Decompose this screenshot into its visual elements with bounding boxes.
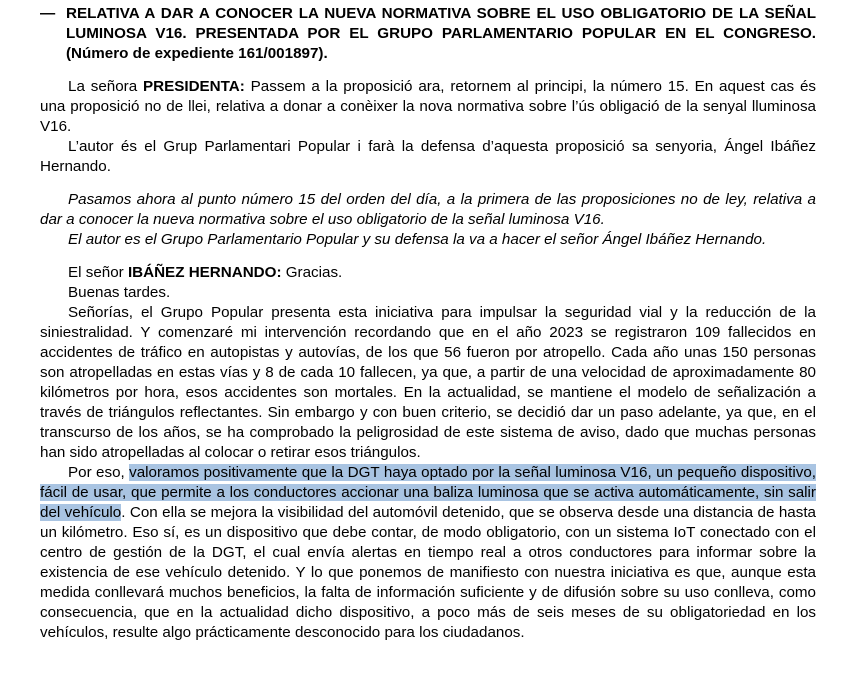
- ibanez-greeting: Buenas tardes.: [68, 284, 171, 301]
- translation-paragraph: Pasamos ahora al punto número 15 del orden del día, a la primera de las proposiciones no de ley, relativa a dar a conocer la nueva normativa sobre el uso obligatorio de la señal luminosa V16.: [40, 191, 816, 228]
- spacer: [40, 177, 816, 190]
- speech-text-after: . Con ella se mejora la visibilidad del automóvil detenido, que se observa desde una distancia de hasta un kilómetro. Eso sí, es un dispositivo que debe contar, de modo obligatorio, con un sistema IoT conectado con el centro de gestión de la DGT, el cual envía alertas en tiempo real a otros conductores para informar sobre la existencia de ese vehículo detenido. Y lo que ponemos de manifiesto con nuestra iniciativa es que, aunque esta medida conllevará muchos beneficios, la falta de información suficiente y de difusión sobre su uso conlleva, como consecuencia, que en la actualidad dicho dispositivo, a poco más de seis meses de su obligatoriedad en los vehículos, resulte algo prácticamente desconocido para los ciudadanos.: [40, 504, 816, 641]
- document-page: [40, 4, 816, 643]
- presidenta-speech: Passem a la proposició ara, retornem al principi, la número 15. En aquest cas és una proposició no de llei, relativa a donar a conèixer la nova normativa sobre l’ús obligació de la senyal lluminosa V16.: [40, 78, 816, 135]
- presidenta-paragraph: [40, 77, 816, 137]
- spacer: [40, 250, 816, 263]
- translation-paragraph-2: El autor es el Grupo Parlamentario Popular y su defensa la va a hacer el señor Ángel Ibáñez Hernando.: [68, 231, 767, 248]
- heading-title: RELATIVA A DAR A CONOCER LA NUEVA NORMATIVA SOBRE EL USO OBLIGATORIO DE LA SEÑAL LUMINOSA V16. PRESENTADA POR EL GRUPO PARLAMENTARIO POPULAR EN EL CONGRESO. (Número de expediente 161/001897).: [66, 5, 816, 62]
- ibanez-speech-paragraph-2: [40, 463, 816, 643]
- heading-dash: —: [40, 5, 56, 22]
- ibanez-paragraph: [40, 263, 816, 283]
- speaker-presidenta: PRESIDENTA:: [143, 78, 245, 95]
- speaker-ibanez: IBÁÑEZ HERNANDO:: [127, 264, 282, 281]
- speech-text-before: Por eso,: [68, 464, 130, 481]
- ibanez-speech-paragraph-1: Señorías, el Grupo Popular presenta esta iniciativa para impulsar la seguridad vial y la reducción de la siniestralidad. Y comenzaré mi intervención recordando que en el año 2023 se registraron 109 fallecidos en accidentes de tráfico en autopistas y autovías, de los que 56 fueron por atropello. Cada año unas 150 personas son atropelladas en estas vías y 8 de cada 10 fallecen, ya que, a partir de una velocidad de aproximadamente 80 kilómetros por hora, esos accidentes son mortales. En la actualidad, se mantiene el modelo de señalización a través de triángulos reflectantes. Sin embargo y con buen criterio, se decidió dar un paso adelante, ya que, en el transcurso de los años, se ha comprobado la peligrosidad de este sistema de aviso, dado que muchas personas han sido atropelladas al colocar o retirar esos triángulos.: [40, 304, 816, 461]
- highlighted-text-selection[interactable]: valoramos positivamente que la DGT haya optado por la señal luminosa V16, un pequeño dispositivo, fácil de usar, que permite a los conductores accionar una baliza luminosa que se activa automáticamente, sin salir del vehículo: [40, 464, 817, 521]
- presidenta-paragraph-2: L’autor és el Grup Parlamentari Popular i farà la defensa d’aquesta proposició sa senyoria, Ángel Ibáñez Hernando.: [40, 138, 816, 175]
- ibanez-thanks: Gracias.: [281, 264, 343, 281]
- ibanez-prefix: El señor: [68, 264, 128, 281]
- agenda-item-heading: [40, 4, 816, 64]
- presidenta-prefix: La señora: [68, 78, 143, 95]
